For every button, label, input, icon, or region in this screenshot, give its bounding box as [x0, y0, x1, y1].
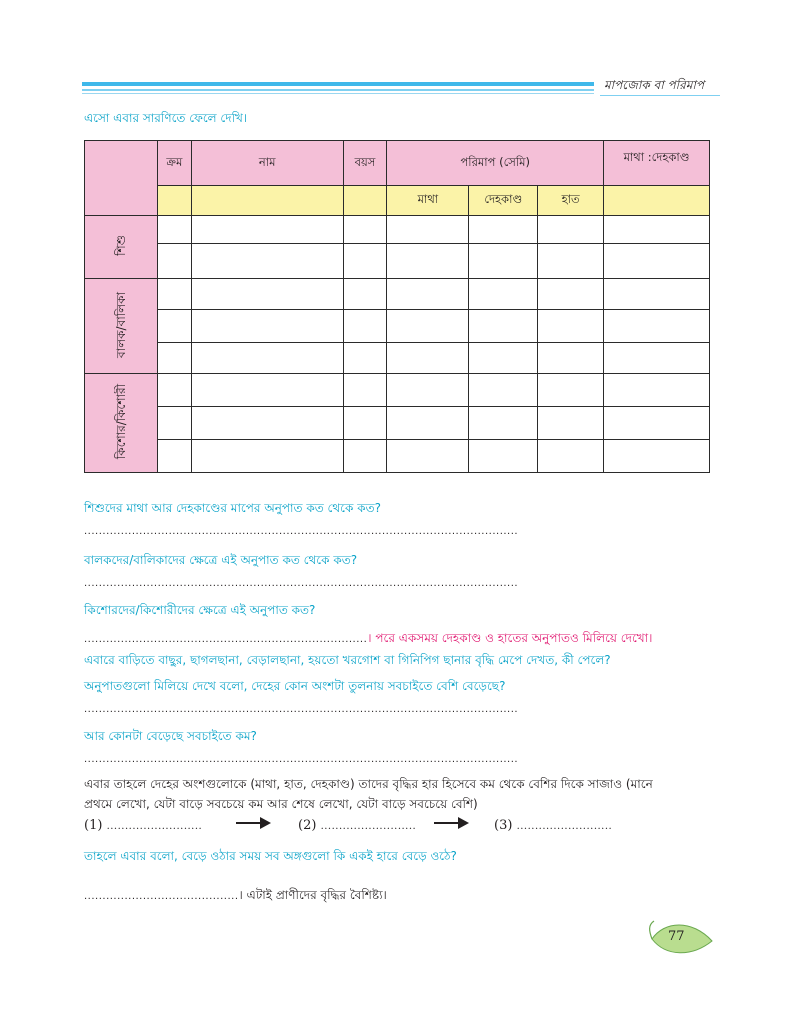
blank-cell[interactable]: [538, 216, 604, 244]
order-2-blank[interactable]: ..........................: [320, 821, 417, 832]
paragraph-animals: এবারে বাড়িতে বাছুর, ছাগলছানা, বেড়ালছানা, হয়তো খরগোশ বা গিনিপিগ ছানার বৃদ্ধি মেপে দেখত, কী পেলে?: [84, 653, 611, 667]
group-label-cell: [85, 279, 158, 374]
question-3: কিশোরদের/কিশোরীদের ক্ষেত্রে এই অনুপাত কত?: [84, 603, 316, 617]
col-age: বয়স: [343, 141, 387, 186]
blank-cell[interactable]: [343, 374, 387, 407]
blank-cell[interactable]: [604, 244, 710, 279]
blank-cell[interactable]: [157, 343, 191, 374]
conclusion-text: । এটাই প্রাণীদের বৃদ্ধির বৈশিষ্ট্য।: [238, 888, 387, 902]
blank-cell[interactable]: [604, 407, 710, 440]
paragraph-same-rate: তাহলে এবার বলো, বেড়ে ওঠার সময় সব অঙ্গগুলো কি একই হারে বেড়ে ওঠে?: [84, 849, 457, 863]
sub-empty: [343, 186, 387, 216]
blank-cell[interactable]: [538, 343, 604, 374]
blank-cell[interactable]: [191, 216, 343, 244]
arrow-right-icon: [434, 813, 470, 837]
group-teen: কিশোর/কিশোরী: [113, 383, 128, 460]
order-3-blank[interactable]: ..........................: [516, 821, 613, 832]
blank-cell[interactable]: [343, 343, 387, 374]
blank-cell[interactable]: [343, 407, 387, 440]
blank-cell[interactable]: [157, 310, 191, 343]
answer-line-2[interactable]: ......................................................................................................................: [84, 578, 519, 589]
order-1-label: (1): [84, 818, 103, 833]
col-ratio: মাথা :দেহকাণ্ড: [604, 141, 710, 186]
blank-cell[interactable]: [538, 440, 604, 473]
blank-cell[interactable]: [343, 279, 387, 310]
blank-cell[interactable]: [387, 310, 469, 343]
blank-cell[interactable]: [538, 244, 604, 279]
sub-empty: [604, 186, 710, 216]
blank-cell[interactable]: [604, 216, 710, 244]
arrow-right-icon: [236, 813, 272, 837]
question-2: বালকদের/বালিকাদের ক্ষেত্রে এই অনুপাত কত থেকে কত?: [84, 553, 358, 567]
order-2-label: (2): [298, 818, 317, 833]
blank-cell[interactable]: [157, 279, 191, 310]
blank-cell[interactable]: [469, 244, 538, 279]
blank-cell[interactable]: [538, 279, 604, 310]
blank-cell[interactable]: [469, 279, 538, 310]
answer-line-5[interactable]: ......................................................................................................................: [84, 754, 519, 765]
sub-body: দেহকাণ্ড: [469, 186, 538, 216]
sub-empty: [157, 186, 191, 216]
blank-cell[interactable]: [191, 279, 343, 310]
answer-line-1[interactable]: ......................................................................................................................: [84, 526, 519, 537]
blank-cell[interactable]: [604, 374, 710, 407]
paragraph-order-1: এবার তাহলে দেহের অংশগুলোকে (মাথা, হাত, দেহকাণ্ড) তাদের বৃদ্ধির হার হিসেবে কম থেকে বেশির দিকে সাজাও (মানে: [84, 777, 653, 791]
blank-cell[interactable]: [604, 343, 710, 374]
measurement-table: [84, 140, 710, 473]
blank-cell[interactable]: [343, 216, 387, 244]
group-boy-girl: বালক/বালিকা: [113, 291, 128, 358]
blank-cell[interactable]: [387, 279, 469, 310]
blank-cell[interactable]: [157, 374, 191, 407]
paragraph-order-2: প্রথমে লেখো, যেটা বাড়ে সবচেয়ে কম আর শেষে লেখো, যেটা বাড়ে সবচেয়ে বেশি): [84, 797, 478, 811]
group-infant: শিশু: [113, 235, 128, 256]
answer-line-6[interactable]: ..........................................: [84, 891, 239, 902]
blank-cell[interactable]: [469, 440, 538, 473]
answer-line-3[interactable]: .............................................................................: [84, 634, 368, 645]
blank-cell[interactable]: [604, 310, 710, 343]
chapter-title: মাপজোক বা পরিমাপ: [604, 78, 704, 92]
blank-cell[interactable]: [191, 440, 343, 473]
blank-cell[interactable]: [469, 343, 538, 374]
blank-cell[interactable]: [343, 244, 387, 279]
paragraph-compare: অনুপাতগুলো মিলিয়ে দেখে বলো, দেহের কোন অংশটা তুলনায় সবচাইতে বেশি বেড়েছে?: [84, 679, 506, 693]
page-number: 77: [668, 929, 685, 944]
blank-cell[interactable]: [387, 216, 469, 244]
header-rule: [82, 82, 594, 94]
order-1-blank[interactable]: ..........................: [106, 821, 203, 832]
order-3: [494, 818, 612, 833]
sub-head: মাথা: [387, 186, 469, 216]
blank-cell[interactable]: [469, 216, 538, 244]
blank-cell[interactable]: [387, 440, 469, 473]
blank-cell[interactable]: [191, 244, 343, 279]
intro-text: এসো এবার সারণিতে ফেলে দেখি।: [84, 111, 248, 125]
blank-cell[interactable]: [387, 343, 469, 374]
group-label-cell: [85, 216, 158, 279]
blank-cell[interactable]: [157, 216, 191, 244]
order-2: [298, 818, 416, 833]
order-1: [84, 818, 202, 833]
blank-cell[interactable]: [191, 374, 343, 407]
blank-cell[interactable]: [538, 407, 604, 440]
blank-cell[interactable]: [604, 440, 710, 473]
blank-cell[interactable]: [469, 407, 538, 440]
blank-cell[interactable]: [387, 244, 469, 279]
blank-cell[interactable]: [604, 279, 710, 310]
sub-empty: [191, 186, 343, 216]
blank-cell[interactable]: [191, 343, 343, 374]
blank-cell[interactable]: [157, 440, 191, 473]
paragraph-least: আর কোনটা বেড়েছে সবচাইতে কম?: [84, 729, 257, 743]
col-measure: পরিমাপ (সেমি): [387, 141, 604, 186]
blank-cell[interactable]: [191, 407, 343, 440]
page-number-leaf: [646, 915, 716, 963]
question-1: শিশুদের মাথা আর দেহকাণ্ডের মাপের অনুপাত কত থেকে কত?: [84, 501, 381, 515]
col-serial: ক্রম: [157, 141, 191, 186]
blank-cell[interactable]: [157, 407, 191, 440]
answer-line-4[interactable]: ......................................................................................................................: [84, 704, 519, 715]
conclusion-row: [84, 884, 387, 907]
blank-cell[interactable]: [538, 374, 604, 407]
chapter-rule: [600, 95, 720, 96]
blank-cell[interactable]: [387, 374, 469, 407]
corner-cell: [85, 141, 158, 216]
blank-cell[interactable]: [343, 440, 387, 473]
col-name: নাম: [191, 141, 343, 186]
order-3-label: (3): [494, 818, 513, 833]
blank-cell[interactable]: [538, 310, 604, 343]
group-label-cell: [85, 374, 158, 473]
blank-cell[interactable]: [157, 244, 191, 279]
blank-cell[interactable]: [387, 407, 469, 440]
sub-hand: হাত: [538, 186, 604, 216]
blank-cell[interactable]: [469, 310, 538, 343]
instruction-pink: । পরে একসময় দেহকাণ্ড ও হাতের অনুপাতও মিলিয়ে দেখো।: [367, 631, 653, 645]
answer-line-3-row: [84, 627, 652, 650]
blank-cell[interactable]: [343, 310, 387, 343]
blank-cell[interactable]: [469, 374, 538, 407]
blank-cell[interactable]: [191, 310, 343, 343]
